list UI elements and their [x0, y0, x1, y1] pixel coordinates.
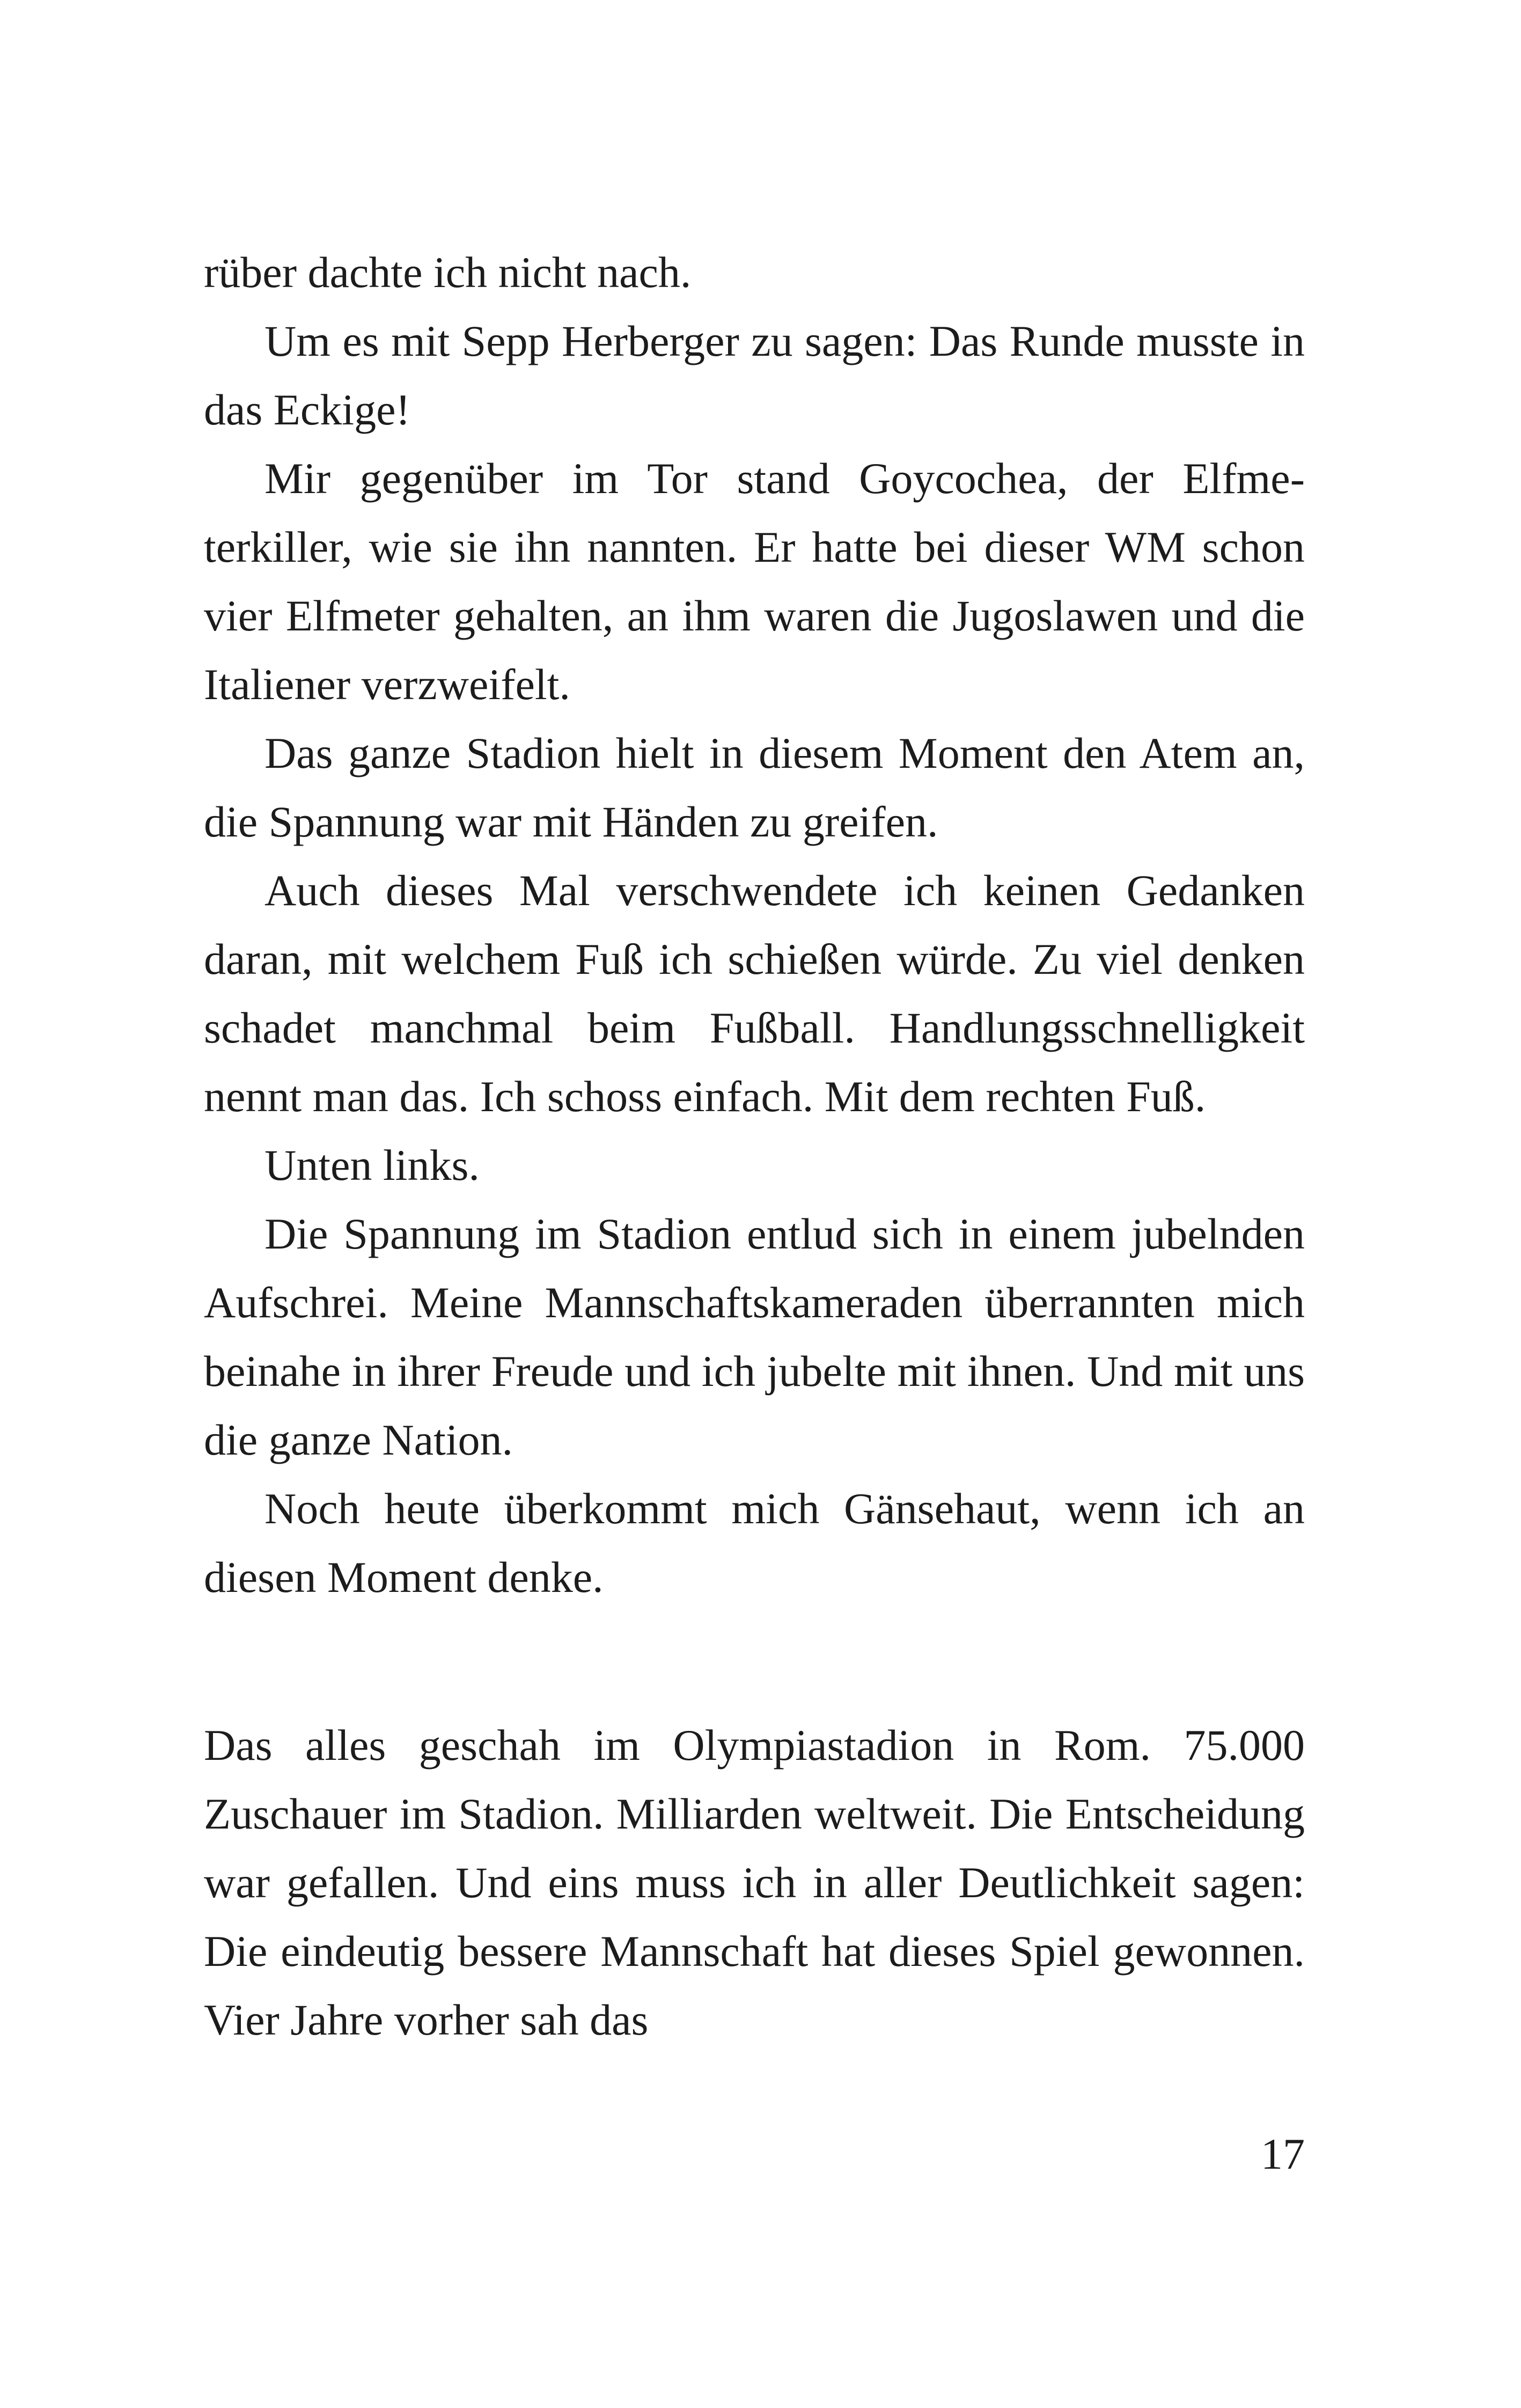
main-text-block [204, 238, 1305, 1612]
section-text-block [204, 1711, 1305, 2054]
page-number: 17 [1261, 2130, 1305, 2178]
paragraph: Die Spannung im Stadion entlud sich in einem jubelnden Aufschrei. Meine Mannschaftskameraden überrannten mich beinahe in ihrer Freude und ich jubelte mit ihnen. Und mit uns die ganze Nation. [204, 1209, 1305, 1464]
paragraph: Mir gegenüber im Tor stand Goycochea, der Elfmeterkiller, wie sie ihn nannten. Er hatte bei dieser WM schon vier Elfmeter gehalten, an ihm waren die Jugoslawen und die Italiener verzweifelt. [204, 454, 1305, 709]
paragraph: Auch dieses Mal verschwendete ich keinen Gedanken daran, mit welchem Fuß ich schießen würde. Zu viel denken schadet manchmal beim Fußball. Handlungsschnelligkeit nennt man das. Ich schoss einfach. Mit dem rechten Fuß. [204, 866, 1305, 1121]
paragraph: Das ganze Stadion hielt in diesem Moment den Atem an, die Spannung war mit Händen zu greifen. [204, 729, 1305, 846]
paragraph: Unten links. [264, 1141, 480, 1190]
paragraph-section-start: Das alles geschah im Olympiastadion in Rom. 75.000 Zuschauer im Stadion. Milliarden weltweit. Die Entscheidung war gefallen. Und eins muss ich in aller Deutlichkeit sagen: Die eindeutig bessere Mannschaft hat dieses Spiel gewonnen. Vier Jahre vorher sah das [204, 1721, 1305, 2044]
paragraph: Noch heute überkommt mich Gänsehaut, wenn ich an diesen Moment denke. [204, 1484, 1305, 1602]
paragraph-continuation: rüber dachte ich nicht nach. [204, 248, 692, 297]
paragraph: Um es mit Sepp Herberger zu sagen: Das Runde musste in das Eckige! [204, 317, 1305, 434]
